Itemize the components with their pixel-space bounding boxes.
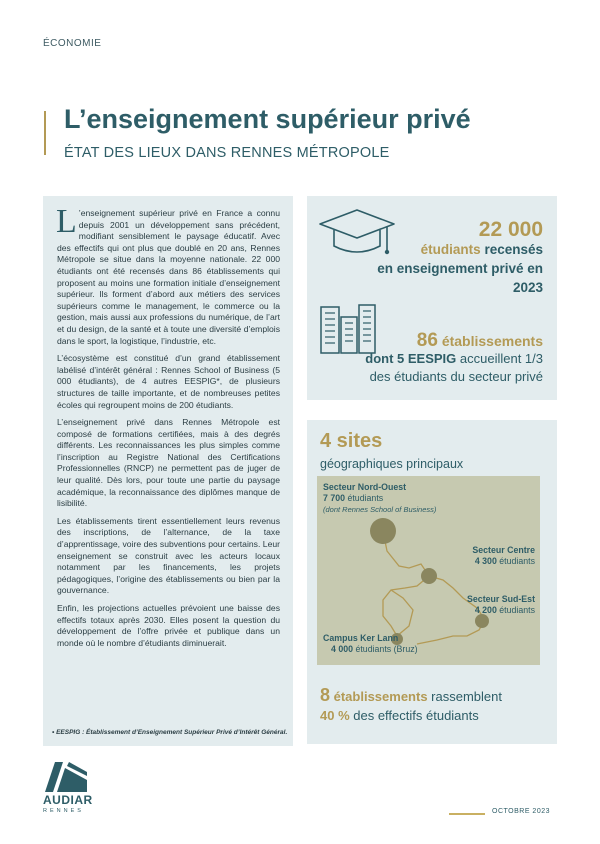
concentration-stat	[320, 686, 502, 725]
section-label: ÉCONOMIE	[43, 38, 102, 49]
establishments-line-2-rest: accueillent 1/3	[456, 351, 543, 366]
footnote: • EESPIG : Établissement d’Enseignement Supérieur Privé d’Intérêt Général.	[52, 729, 288, 736]
nord-ouest-unit: étudiants	[345, 493, 384, 503]
students-line-1-rest: recensés	[480, 242, 543, 257]
centre-name: Secteur Centre	[472, 545, 535, 555]
students-word: étudiants	[420, 242, 481, 257]
sites-subtitle: géographiques principaux	[320, 457, 464, 471]
sud-est-count: 4 200	[474, 605, 497, 615]
concentration-percent: 40 %	[320, 708, 350, 723]
buildings-icon	[319, 303, 379, 355]
concentration-count: 8	[320, 685, 331, 705]
drop-cap: L	[56, 203, 77, 240]
logo-subtitle: RENNES	[43, 808, 84, 814]
audiar-logo-icon	[43, 760, 89, 794]
footer-date: OCTOBRE 2023	[492, 808, 551, 815]
body-text	[56, 203, 280, 655]
label-ker-lann	[323, 633, 418, 655]
page-title: L’enseignement supérieur privé	[64, 104, 471, 134]
establishments-count: 86	[416, 330, 438, 351]
eespig-count: dont 5 EESPIG	[365, 351, 457, 366]
sites-count: 4 sites	[320, 430, 383, 452]
paragraph-2: L’écosystème est constitué d’un grand établissement labélisé d’intérêt général : Rennes School of Business (5 000 étudiants), de 4 autres EESPIG*, de plusieurs structures de taille importante, et de nombreuses petites écoles qui regroupent moins de 200 étudiants.	[57, 353, 280, 410]
paragraph-1-text: ’enseignement supérieur privé en France a connu depuis 2001 un développement sans précédent, modifiant sensiblement le paysage éducatif. Avec des effectifs qui ont plus que doublé en 20 ans, Rennes Métropole se situe dans la moyenne nationale. 22 000 étudiants ont été recensés dans 86 établissements qui proposent au moins une formation initiale d’enseignement supérieur. Ils forment d’abord aux métiers des services supérieurs comme le management, le commerce ou la gestion, mais aussi aux professions du numérique, de l’art et du design, de la santé et à toute une diversité d’emplois dans le sport, la logistique, l’industrie, etc.	[57, 208, 280, 346]
students-count: 22 000	[478, 218, 543, 241]
concentration-word: établissements	[330, 689, 428, 704]
nord-ouest-count: 7 700	[323, 493, 346, 503]
nord-ouest-dot	[370, 518, 396, 544]
establishments-line-3: des étudiants du secteur privé	[369, 369, 543, 384]
establishments-line-2	[365, 351, 543, 366]
page-subtitle: ÉTAT DES LIEUX DANS RENNES MÉTROPOLE	[64, 145, 390, 161]
students-line-1	[421, 242, 543, 257]
logo-name: AUDIAR	[43, 793, 93, 807]
label-centre	[425, 545, 535, 567]
ker-lann-count: 4 000	[331, 644, 354, 654]
paragraph-3: L’enseignement privé dans Rennes Métropole est composé de formations certifiées, mais à des degrés différents. Les reconnaissances les plus simples comme l’inscription au Registre National des Certifications Professionnelles (RNCP) ne permettent pas de juger de leur qualité. Dès lors, pour toute une partie du paysage académique, la reconnaissance des diplômes manque de lisibilité.	[57, 417, 280, 509]
sud-est-name: Secteur Sud-Est	[467, 594, 535, 604]
establishments-line-1	[417, 330, 543, 352]
title-accent-bar	[44, 111, 46, 155]
paragraph-5: Enfin, les projections actuelles prévoient une baisse des effectifs totaux après 2030. Elles posent la question du développement de l’offre privée et publique dans un monde où le nombre d’étudiants diminuerait.	[57, 603, 280, 648]
nord-ouest-name: Secteur Nord-Ouest	[323, 482, 407, 492]
label-sud-est	[425, 594, 535, 616]
sud-est-dot	[475, 614, 489, 628]
concentration-line-2: des effectifs étudiants	[349, 708, 479, 723]
paragraph-1	[56, 203, 280, 347]
students-line-2: en enseignement privé en	[377, 261, 543, 276]
centre-unit: étudiants	[496, 556, 535, 566]
paragraph-4: Les établissements tirent essentiellement leurs revenus des inscriptions, de l’alternance, de la taxe d’apprentissage, voire des subventions pour certains. Leur enseignement se construit avec les acteurs locaux notamment par les financements, les projets pédagogiques, l’origine des établissements ou bien par la gouvernance.	[57, 515, 280, 596]
concentration-rest: rassemblent	[427, 689, 502, 704]
sud-est-unit: étudiants	[496, 605, 535, 615]
graduation-cap-icon	[318, 206, 396, 264]
ker-lann-unit: étudiants (Bruz)	[353, 644, 418, 654]
centre-dot	[421, 568, 437, 584]
footer-accent-line	[449, 813, 485, 815]
ker-lann-name: Campus Ker Lann	[323, 633, 399, 643]
nord-ouest-note: (dont Rennes School of Business)	[323, 505, 437, 514]
establishments-word: établissements	[437, 333, 543, 349]
label-nord-ouest	[323, 482, 436, 515]
centre-count: 4 300	[474, 556, 497, 566]
students-line-3: 2023	[512, 280, 543, 295]
